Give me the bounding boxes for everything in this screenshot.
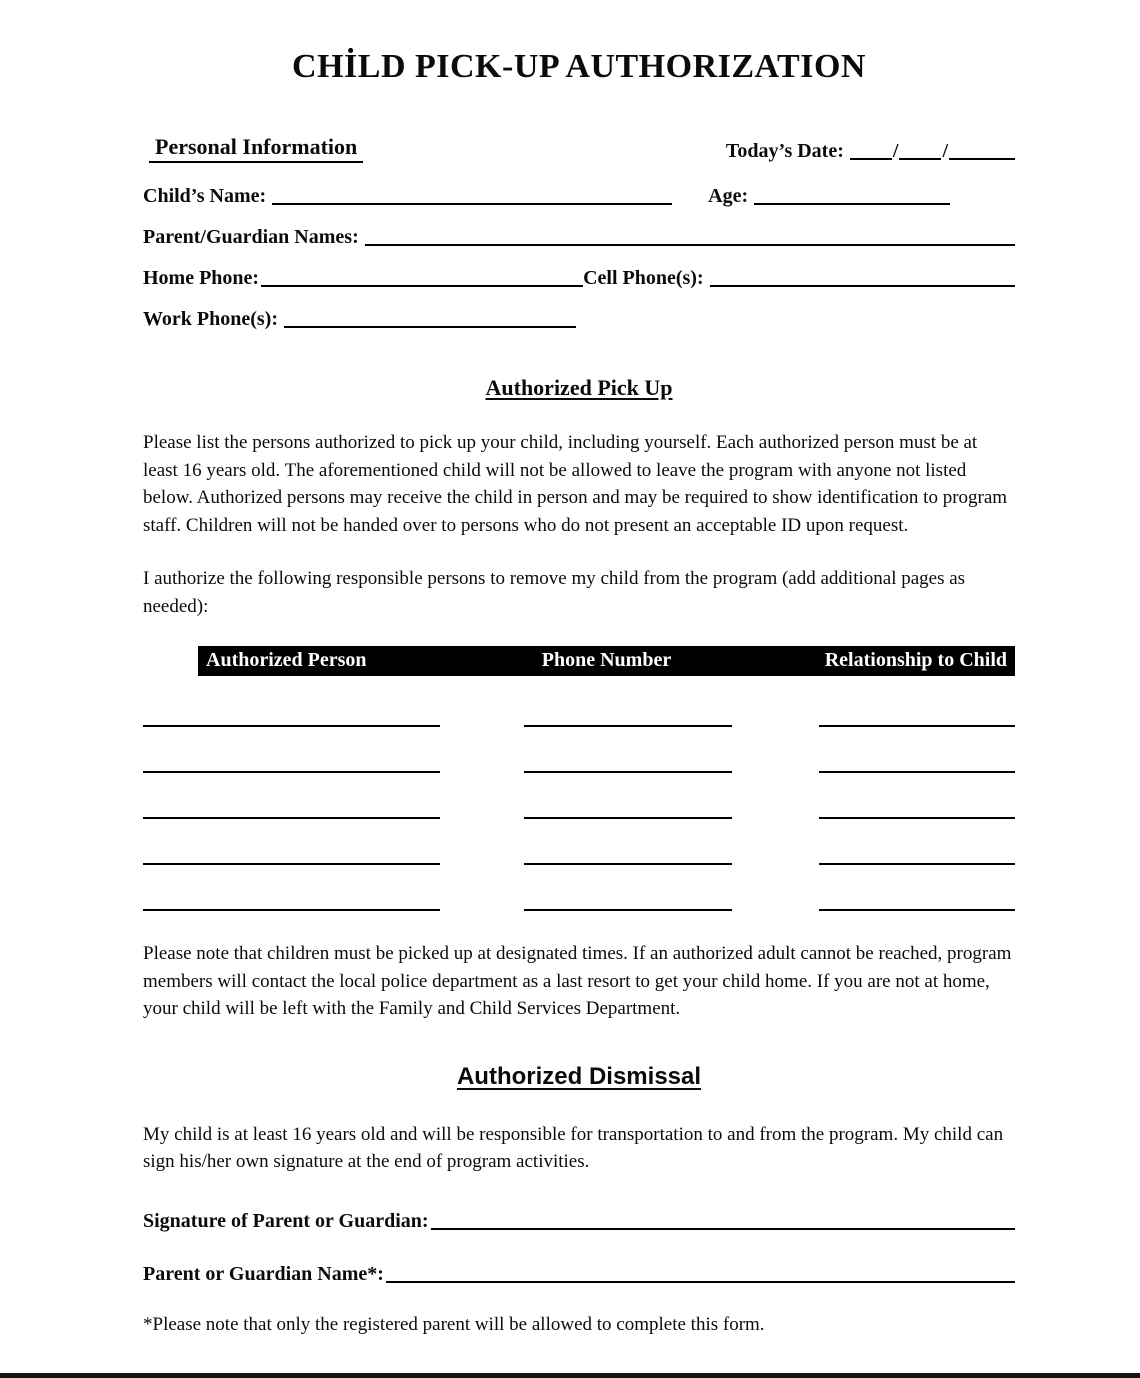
person-line[interactable]	[143, 767, 440, 773]
phone-line[interactable]	[524, 859, 732, 865]
work-phone-label: Work Phone(s):	[143, 308, 278, 330]
relationship-line[interactable]	[819, 859, 1015, 865]
childs-name-line[interactable]	[272, 199, 672, 205]
date-slash-1: /	[892, 140, 899, 162]
person-line[interactable]	[143, 905, 440, 911]
personal-info-heading: Personal Information	[149, 134, 363, 163]
guardian-name-line[interactable]	[386, 1277, 1015, 1283]
person-line[interactable]	[143, 721, 440, 727]
phone-line[interactable]	[524, 905, 732, 911]
home-phone-label: Home Phone:	[143, 267, 260, 289]
signature-row	[143, 1210, 1015, 1233]
relationship-line[interactable]	[819, 767, 1015, 773]
age-label: Age:	[708, 185, 749, 207]
table-row	[143, 802, 1015, 822]
cell-phone-label: Cell Phone(s):	[583, 267, 704, 289]
phone-line[interactable]	[524, 813, 732, 819]
childs-name-label: Child’s Name:	[143, 185, 267, 207]
age-line[interactable]	[754, 199, 950, 205]
date-day-line[interactable]	[899, 154, 941, 160]
home-phone-line[interactable]	[261, 281, 583, 287]
person-line[interactable]	[143, 813, 440, 819]
phone-line[interactable]	[524, 721, 732, 727]
pickup-table-rows	[143, 710, 1015, 914]
page-title: CHİLD PICK-UP AUTHORIZATION	[292, 48, 866, 85]
cell-phone-line[interactable]	[710, 281, 1015, 287]
signature-line[interactable]	[431, 1224, 1015, 1230]
guardian-name-label: Parent or Guardian Name*:	[143, 1263, 384, 1286]
relationship-line[interactable]	[819, 905, 1015, 911]
signature-label: Signature of Parent or Guardian:	[143, 1210, 429, 1233]
col-authorized-person: Authorized Person	[206, 649, 367, 672]
col-phone-number: Phone Number	[541, 649, 672, 672]
date-slash-2: /	[942, 140, 948, 162]
date-month-line[interactable]	[850, 154, 892, 160]
work-phone-line[interactable]	[284, 322, 576, 328]
authorized-pickup-heading	[143, 375, 1015, 401]
footnote-text: *Please note that only the registered parent will be allowed to complete this form.	[143, 1314, 765, 1336]
col-relationship: Relationship to Child	[824, 649, 1007, 672]
table-row	[143, 848, 1015, 868]
relationship-line[interactable]	[819, 813, 1015, 819]
guardian-name-row	[143, 1263, 1015, 1286]
authorized-dismissal-heading	[143, 1063, 1015, 1091]
work-phone-row	[143, 308, 1015, 331]
parent-guardian-line[interactable]	[365, 240, 1015, 246]
pickup-note-paragraph: Please note that children must be picked up at designated times. If an authorized adult cannot be reached, program members will contact the local police department as a last resort to get your child home. If you are not at home, your child will be left with the Family and Child Services Department.	[143, 943, 1012, 1020]
pickup-intro-paragraph: Please list the persons authorized to pick up your child, including yourself. Each authorized person must be at least 16 years old. The aforementioned child will not be allowed to leave the program with anyone not listed below. Authorized persons may receive the child in person and may be required to show identification to program staff. Children will not be handed over to persons who do not present an acceptable ID upon request.	[143, 432, 1008, 536]
todays-date-group	[726, 140, 1015, 163]
table-row	[143, 894, 1015, 914]
relationship-line[interactable]	[819, 721, 1015, 727]
table-row	[143, 710, 1015, 730]
table-row	[143, 756, 1015, 776]
authorized-dismissal-heading-text: Authorized Dismissal	[456, 1062, 702, 1090]
page-bottom-border	[0, 1373, 1140, 1378]
person-line[interactable]	[143, 859, 440, 865]
todays-date-label: Today’s Date:	[725, 140, 844, 162]
personal-info-header-row	[143, 134, 1015, 163]
phone-line[interactable]	[524, 767, 732, 773]
pickup-table-header	[198, 646, 1015, 676]
pickup-authorize-paragraph: I authorize the following responsible persons to remove my child from the program (add additional pages as needed):	[143, 568, 966, 617]
dismissal-paragraph: My child is at least 16 years old and will be responsible for transportation to and from the program. My child can sign his/her own signature at the end of program activities.	[143, 1123, 1004, 1173]
parent-guardian-row	[143, 226, 1015, 249]
date-year-line[interactable]	[949, 154, 1015, 160]
authorized-pickup-heading-text: Authorized Pick Up	[485, 375, 673, 400]
child-name-row	[143, 185, 1015, 208]
parent-guardian-label: Parent/Guardian Names:	[143, 226, 359, 248]
phone-row	[143, 267, 1015, 290]
